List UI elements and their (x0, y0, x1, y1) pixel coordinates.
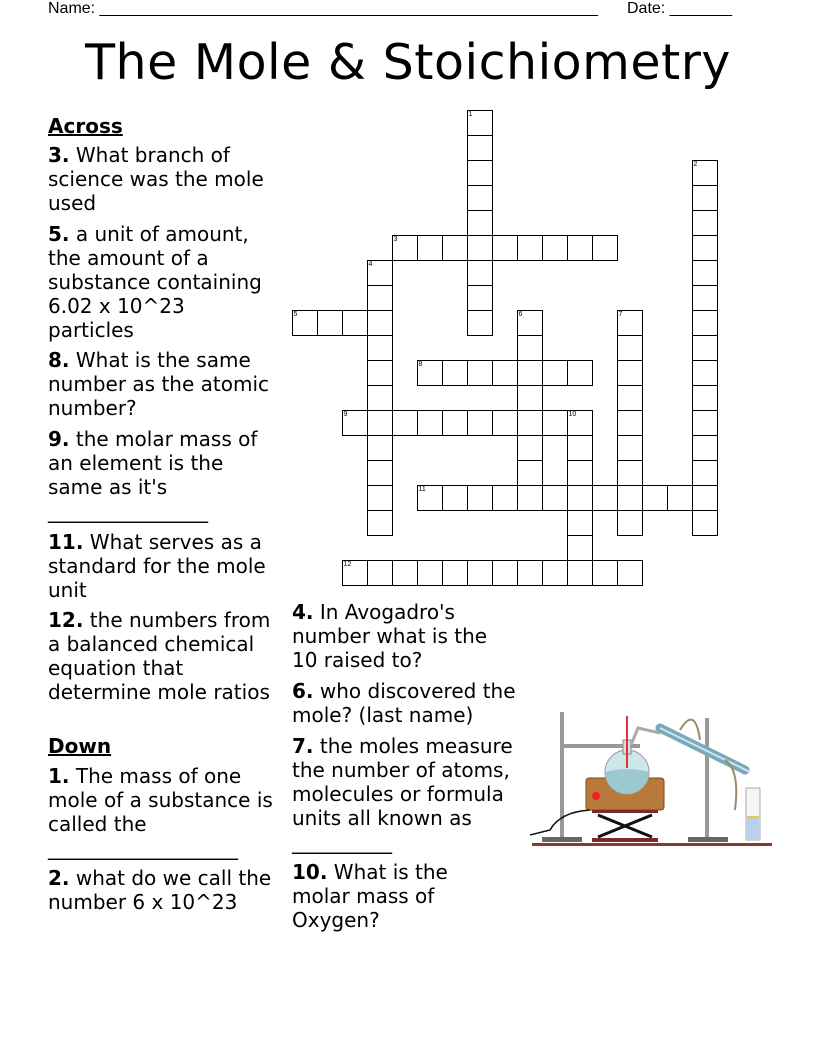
crossword-cell[interactable] (417, 560, 443, 586)
clue-number: 11. (48, 530, 84, 554)
crossword-cell[interactable] (367, 310, 393, 336)
clue-number: 1. (48, 764, 70, 788)
crossword-cell[interactable] (517, 335, 543, 361)
clue-across-12 (48, 608, 283, 704)
clue-text: What is the same number as the atomic number? (48, 348, 269, 420)
clue-number-label: 11 (418, 485, 426, 493)
crossword-cell[interactable] (517, 485, 543, 511)
crossword-cell[interactable] (592, 485, 618, 511)
clue-number: 2. (48, 866, 70, 890)
clue-number-label: 5 (293, 310, 298, 318)
crossword-grid (292, 110, 742, 610)
crossword-cell[interactable] (367, 460, 393, 486)
crossword-cell[interactable] (667, 485, 693, 511)
crossword-cell[interactable] (467, 260, 493, 286)
crossword-cell[interactable] (417, 235, 443, 261)
crossword-cell[interactable] (642, 485, 668, 511)
clue-number: 3. (48, 143, 70, 167)
crossword-cell[interactable] (467, 160, 493, 186)
crossword-cell[interactable] (467, 410, 493, 436)
crossword-cell[interactable] (542, 360, 568, 386)
crossword-cell[interactable] (592, 235, 618, 261)
clue-number-label: 3 (393, 235, 398, 243)
crossword-cell[interactable] (542, 560, 568, 586)
clue-text: the numbers from a balanced chemical equation that determine mole ratios (48, 608, 271, 704)
crossword-cell[interactable] (367, 435, 393, 461)
crossword-cell[interactable] (492, 235, 518, 261)
crossword-cell[interactable] (367, 285, 393, 311)
clue-text: What serves as a standard for the mole unit (48, 530, 266, 602)
name-field[interactable]: Name: ________________________________________________________ (48, 0, 598, 17)
crossword-cell[interactable] (442, 560, 468, 586)
clue-text: In Avogadro's number what is the 10 raised to? (292, 600, 488, 672)
clue-text: who discovered the mole? (last name) (292, 679, 516, 727)
crossword-cell[interactable] (567, 485, 593, 511)
crossword-cell[interactable] (467, 310, 493, 336)
crossword-cell[interactable] (617, 485, 643, 511)
crossword-cell[interactable] (692, 185, 718, 211)
crossword-cell[interactable] (467, 135, 493, 161)
crossword-cell[interactable] (467, 235, 493, 261)
clue-number: 4. (292, 600, 314, 624)
crossword-cell[interactable] (692, 485, 718, 511)
clue-text: What branch of science was the mole used (48, 143, 264, 215)
clue-across-3 (48, 143, 283, 215)
crossword-cell[interactable] (467, 360, 493, 386)
crossword-cell[interactable] (367, 510, 393, 536)
page-title: The Mole & Stoichiometry (85, 34, 731, 91)
crossword-cell[interactable] (567, 510, 593, 536)
clue-number: 5. (48, 222, 70, 246)
crossword-cell[interactable] (492, 485, 518, 511)
crossword-cell[interactable] (367, 560, 393, 586)
clue-number-label: 6 (518, 310, 523, 318)
crossword-cell[interactable] (692, 210, 718, 236)
clue-number: 12. (48, 608, 84, 632)
crossword-cell[interactable] (692, 410, 718, 436)
crossword-cell[interactable] (617, 560, 643, 586)
crossword-cell[interactable] (542, 235, 568, 261)
crossword-cell[interactable] (692, 235, 718, 261)
down-heading: Down (48, 734, 112, 758)
clue-text: the moles measure the number of atoms, molecules or formula units all known as __________ (292, 734, 513, 854)
crossword-cell[interactable] (442, 410, 468, 436)
crossword-cell[interactable] (392, 560, 418, 586)
crossword-cell[interactable] (492, 360, 518, 386)
crossword-cell[interactable] (542, 485, 568, 511)
crossword-cell[interactable] (617, 385, 643, 411)
crossword-cell[interactable] (567, 235, 593, 261)
crossword-cell[interactable] (342, 560, 368, 586)
crossword-cell[interactable] (692, 435, 718, 461)
crossword-cell[interactable] (292, 310, 318, 336)
clue-down-2 (48, 866, 288, 914)
crossword-cell[interactable] (517, 410, 543, 436)
clue-number: 7. (292, 734, 314, 758)
clue-down-6 (292, 679, 532, 727)
crossword-cell[interactable] (692, 360, 718, 386)
clue-number: 8. (48, 348, 70, 372)
crossword-cell[interactable] (617, 410, 643, 436)
crossword-cell[interactable] (367, 360, 393, 386)
crossword-cell[interactable] (617, 460, 643, 486)
crossword-cell[interactable] (692, 335, 718, 361)
crossword-cell[interactable] (567, 360, 593, 386)
clue-text: the molar mass of an element is the same as it's ________________ (48, 427, 258, 523)
crossword-cell[interactable] (392, 410, 418, 436)
crossword-cell[interactable] (567, 460, 593, 486)
clue-text: what do we call the number 6 x 10^23 (48, 866, 272, 914)
clue-number-label: 4 (368, 260, 373, 268)
crossword-cell[interactable] (517, 310, 543, 336)
crossword-cell[interactable] (692, 385, 718, 411)
crossword-cell[interactable] (342, 410, 368, 436)
crossword-cell[interactable] (442, 235, 468, 261)
crossword-cell[interactable] (392, 235, 418, 261)
crossword-cell[interactable] (367, 410, 393, 436)
crossword-cell[interactable] (617, 310, 643, 336)
clue-number-label: 10 (568, 410, 577, 418)
clue-across-5 (48, 222, 273, 342)
date-field[interactable]: Date: _______ (627, 0, 732, 17)
crossword-cell[interactable] (342, 310, 368, 336)
crossword-cell[interactable] (517, 560, 543, 586)
crossword-cell[interactable] (617, 435, 643, 461)
crossword-cell[interactable] (467, 210, 493, 236)
clue-down-7 (292, 734, 524, 854)
crossword-cell[interactable] (517, 435, 543, 461)
crossword-cell[interactable] (442, 485, 468, 511)
clue-number-label: 1 (468, 110, 473, 118)
crossword-cell[interactable] (567, 560, 593, 586)
clue-text: The mass of one mole of a substance is called the ___________________ (48, 764, 273, 860)
crossword-cell[interactable] (692, 510, 718, 536)
crossword-cell[interactable] (567, 435, 593, 461)
crossword-cell[interactable] (617, 510, 643, 536)
crossword-cell[interactable] (617, 335, 643, 361)
clue-number-label: 12 (343, 560, 352, 568)
crossword-cell[interactable] (442, 360, 468, 386)
crossword-cell[interactable] (417, 410, 443, 436)
crossword-cell[interactable] (467, 285, 493, 311)
distillation-apparatus-illustration (530, 700, 775, 850)
clue-number: 9. (48, 427, 70, 451)
clue-down-10 (292, 860, 472, 932)
crossword-cell[interactable] (692, 310, 718, 336)
crossword-cell[interactable] (517, 360, 543, 386)
clue-across-8 (48, 348, 273, 420)
crossword-cell[interactable] (692, 285, 718, 311)
crossword-cell[interactable] (467, 560, 493, 586)
clue-number-label: 2 (693, 160, 698, 168)
crossword-cell[interactable] (367, 485, 393, 511)
crossword-cell[interactable] (592, 560, 618, 586)
crossword-cell[interactable] (542, 410, 568, 436)
clue-down-1 (48, 764, 283, 860)
crossword-cell[interactable] (517, 235, 543, 261)
clue-number-label: 8 (418, 360, 423, 368)
crossword-cell[interactable] (492, 560, 518, 586)
crossword-cell[interactable] (517, 385, 543, 411)
clue-text: a unit of amount, the amount of a substance containing 6.02 x 10^23 particles (48, 222, 262, 342)
across-heading: Across (48, 114, 123, 138)
clue-across-9 (48, 427, 273, 523)
clue-down-4 (292, 600, 512, 672)
crossword-cell[interactable] (617, 360, 643, 386)
crossword-cell[interactable] (692, 460, 718, 486)
crossword-cell[interactable] (567, 535, 593, 561)
crossword-cell[interactable] (367, 385, 393, 411)
crossword-cell[interactable] (492, 410, 518, 436)
crossword-cell[interactable] (467, 185, 493, 211)
clue-text: What is the molar mass of Oxygen? (292, 860, 448, 932)
clue-number: 6. (292, 679, 314, 703)
crossword-cell[interactable] (367, 260, 393, 286)
crossword-cell[interactable] (467, 110, 493, 136)
crossword-cell[interactable] (367, 335, 393, 361)
crossword-cell[interactable] (517, 460, 543, 486)
crossword-cell[interactable] (417, 485, 443, 511)
crossword-cell[interactable] (692, 160, 718, 186)
crossword-cell[interactable] (692, 260, 718, 286)
clue-number-label: 7 (618, 310, 623, 318)
clue-across-11 (48, 530, 288, 602)
crossword-cell[interactable] (467, 485, 493, 511)
clue-number: 10. (292, 860, 328, 884)
crossword-cell[interactable] (317, 310, 343, 336)
clue-number-label: 9 (343, 410, 348, 418)
crossword-cell[interactable] (567, 410, 593, 436)
crossword-cell[interactable] (417, 360, 443, 386)
